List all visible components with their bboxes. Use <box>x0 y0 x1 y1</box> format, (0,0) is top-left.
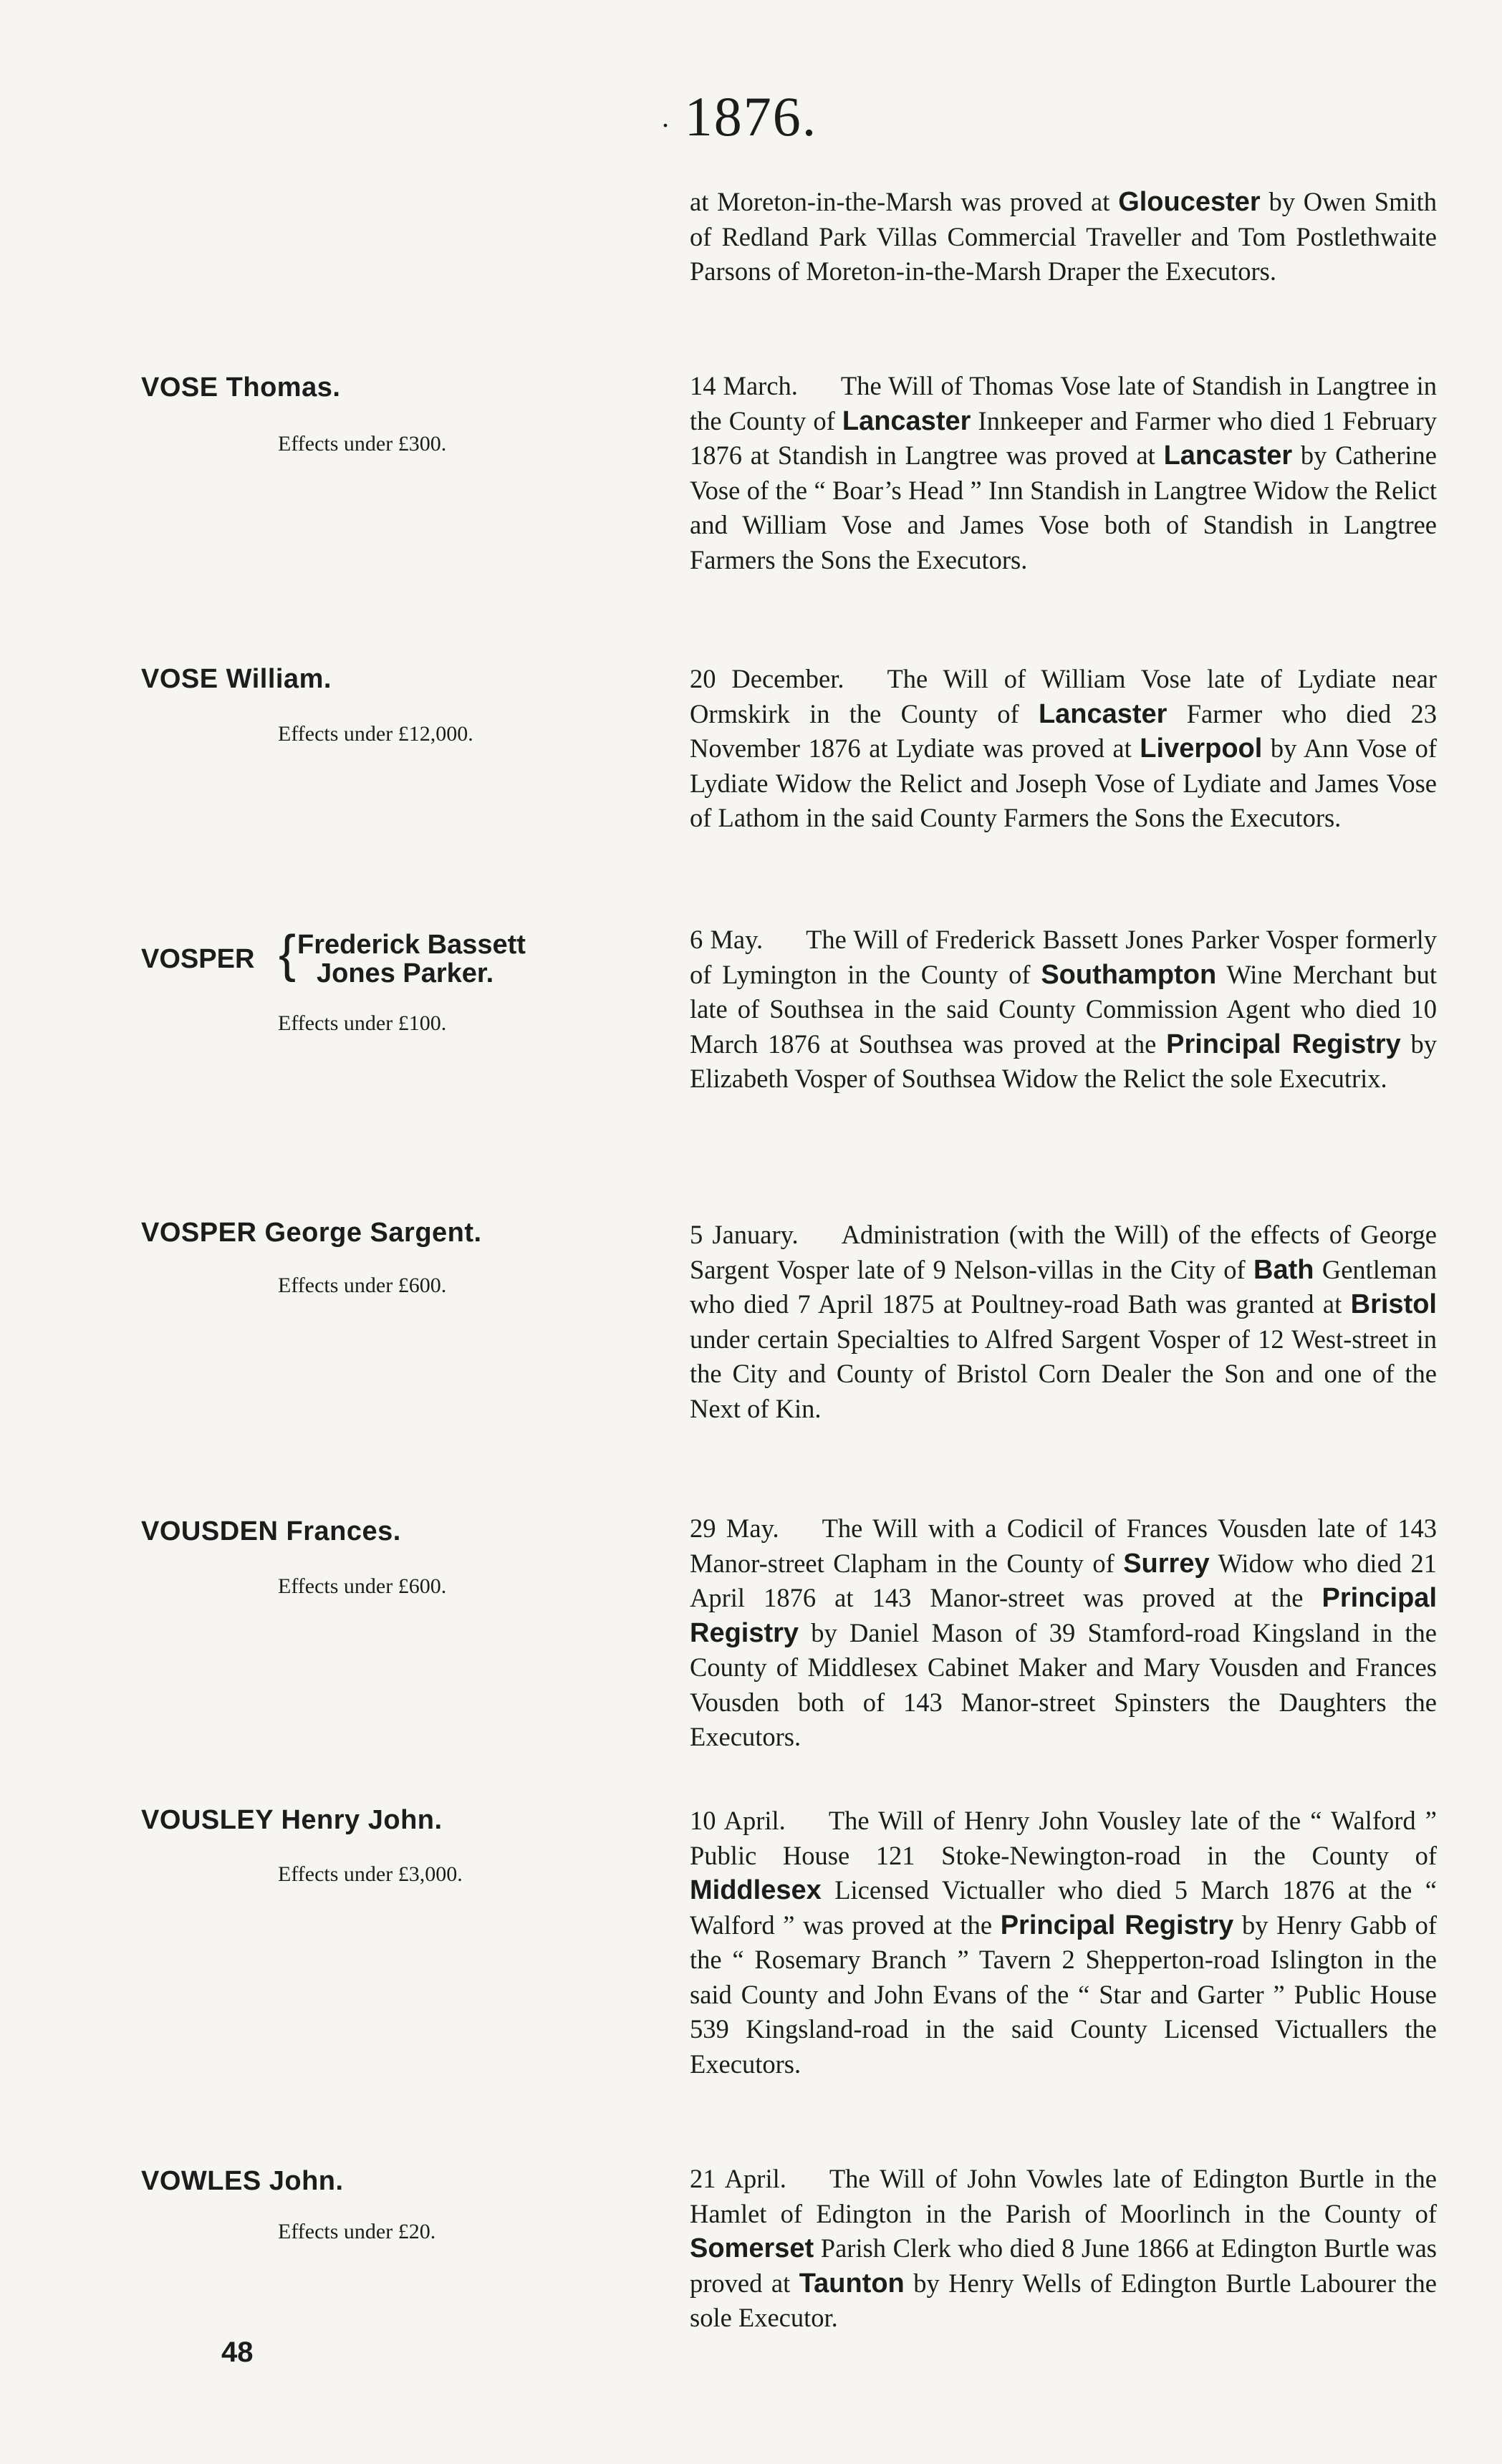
entry-paragraph: 5 January. Administration (with the Will) of the effects of George Sargent Vosper late of 9 Nelson-villas in the City of Bath Gentleman who died 7 April 1875 at Poultney-road Bath was granted at Bristol under certain Specialties to Alfred Sargent Vosper of 12 West-street in the City and County of Bristol Corn Dealer the Son and one of the Next of Kin. <box>690 1220 1438 1423</box>
entry-paragraph: 14 March. The Will of Thomas Vose late of Standish in Langtree in the County of Lancaster Innkeeper and Farmer who died 1 February 1876 at Standish in Langtree was proved at Lancaster by Catherine Vose of the “ Boar’s Head ” Inn Standish in Langtree Widow the Relict and William Vose and James Vose both of Standish in Langtree Farmers the Sons the Executors. <box>690 371 1437 574</box>
effects-value: Effects under £12,000. <box>278 722 473 746</box>
entry-paragraph: 29 May. The Will with a Codicil of Frances Vousden late of 143 Manor-street Clapham in the County of Surrey Widow who died 21 April 1876 at 143 Manor-street was proved at the Principal Registry by Daniel Mason of 39 Stamford-road Kingsland in the County of Middlesex Cabinet Maker and Mary Vousden and Frances Vousden both of 143 Manor-street Spinsters the Daughters the Executors. <box>690 1513 1437 1751</box>
entry-date: 14 March. <box>690 371 798 400</box>
entry-date: 6 May. <box>690 925 764 954</box>
register-page: . 1876. at Moreton-in-the-Marsh was proved at Gloucester by Owen Smith of Redland Park Villas Commercial Traveller and Tom Postlethwaite Parsons of Moreton-in-the-Marsh Draper the Executors. VOSE Thomas. Effects under £300. 14 March. The Will of Thomas Vose late of Standish in Langtree in the County of Lancaster Innkeeper and Farmer who died 1 February 1876 at Standish in Langtree was proved at Lancaster by Catherine Vose of the “ Boar’s Head ” Inn Standish in Langtree Widow the Relict and William Vose and James Vose both of Standish in Langtree Farmers the Sons the Executors. VOSE William. Effects under £12,000. 20 December. The Will of William Vose late of Lydiate near Ormskirk in the County of Lancaster Farmer who died 23 November 1876 at Lydiate was proved at Liverpool by Ann Vose of Lydiate Widow the Relict and Joseph Vose of Lydiate and James Vose of Lathom in the said County Farmers the Sons the Executors. VOSPER { Frederick Bassett Jones Parker. Effects under £100. 6 May. The Will of Frederick Bassett Jones Parker Vosper formerly of Lymington in the County of Southampton Wine Merchant but late of Southsea in the said County Commission Agent who died 10 March 1876 at Southsea was proved at the Principal Registry by Elizabeth Vosper of Southsea Widow the Relict the sole Executrix. VOSPER George Sargent. Effects under £600. 5 January. Administration (with the Will) of the effects of George Sargent Vosper late of 9 Nelson-villas in the City of Bath Gentleman who died 7 April 1875 at Poultney-road Bath was granted at Bristol under certain Specialties to Alfred Sargent Vosper of 12 West-street in the City and County of Bristol Corn Dealer the Son and one of the Next of Kin. VOUSDEN Frances. Effects under £600. 29 May. The Will with a Codicil of Frances Vousden late of 143 Manor-street Clapham in the County of Surrey Widow who died 21 April 1876 at 143 Manor-street was proved at the Principal Registry by Daniel Mason of 39 Stamford-road Kingsland in the County of Middlesex Cabinet Maker and Mary Vousden and Frances Vousden both of 143 Manor-street Spinsters the Daughters the Executors. VOUSLEY Henry John. Effects under £3,000. 10 April. The Will of Henry John Vousley late of the “ Walford ” Public House 121 Stoke-Newington-road in the County of Middlesex Licensed Victualler who died 5 March 1876 at the “ Walford ” was proved at the Principal Registry by Henry Gabb of the “ Rosemary Branch ” Tavern 2 Shepperton-road Islington in the said County and John Evans of the “ Star and Garter ” Public House 539 Kingsland-road in the said County Licensed Victuallers the Executors. VOWLES John. Effects under £20. 21 April. The Will of John Vowles late of Edington Burtle in the Hamlet of Edington in the Parish of Moorlinch in the County of Somerset Parish Clerk who died 8 June 1866 at Edington Burtle was proved at Taunton by Henry Wells of Edington Burtle Labourer the sole Executor. 48 <box>0 0 1502 2464</box>
effects-value: Effects under £20. <box>278 2220 436 2243</box>
place-name: Lancaster <box>1038 698 1168 729</box>
place-name: Principal Registry <box>690 1583 1437 1648</box>
continuation-paragraph: at Moreton-in-the-Marsh was proved at Gloucester by Owen Smith of Redland Park Villas Commercial Traveller and Tom Postlethwaite Parsons of Moreton-in-the-Marsh Draper the Executors. <box>690 187 1437 286</box>
entry-name: VOSE Thomas. <box>141 372 341 403</box>
effects-value: Effects under £300. <box>278 432 447 456</box>
place-name: Principal Registry <box>1000 1910 1234 1940</box>
year-label: 1876. <box>684 85 818 148</box>
entry-name: VOUSLEY Henry John. <box>141 1805 443 1835</box>
entry-name: VOUSDEN Frances. <box>141 1516 401 1546</box>
place-name: Bristol <box>1350 1289 1437 1319</box>
entry-date: 29 May. <box>690 1513 779 1543</box>
effects-value: Effects under £3,000. <box>278 1862 463 1886</box>
place-name: Southampton <box>1041 959 1217 990</box>
brace-glyph: { <box>279 925 297 983</box>
entry-paragraph: 6 May. The Will of Frederick Bassett Jones Parker Vosper formerly of Lymington in the County of Southampton Wine Merchant but late of Southsea in the said County Commission Agent who died 10 March 1876 at Southsea was proved at the Principal Registry by Elizabeth Vosper of Southsea Widow the Relict the sole Executrix. <box>690 925 1438 1093</box>
header-dot: . <box>662 101 670 133</box>
entry-name: VOSE William. <box>141 664 332 694</box>
entry-name: VOSPER George Sargent. <box>141 1218 482 1248</box>
entry-paragraph: 21 April. The Will of John Vowles late of Edington Burtle in the Hamlet of Edington in the Parish of Moorlinch in the County of Somerset Parish Clerk who died 8 June 1866 at Edington Burtle was proved at Taunton by Henry Wells of Edington Burtle Labourer the sole Executor. <box>690 2164 1437 2332</box>
effects-value: Effects under £600. <box>278 1274 447 1297</box>
place-name: Liverpool <box>1140 733 1263 764</box>
place-name: Taunton <box>799 2268 905 2299</box>
page-number: 48 <box>221 2337 254 2368</box>
place-name: Surrey <box>1123 1548 1210 1579</box>
entry-date: 5 January. <box>690 1220 799 1249</box>
entry-date: 21 April. <box>690 2164 786 2193</box>
place-name: Middlesex <box>690 1875 822 1905</box>
entry-name: VOWLES John. <box>141 2166 344 2196</box>
place-name: Somerset <box>690 2233 814 2263</box>
place-name: Principal Registry <box>1166 1029 1401 1059</box>
place-name: Bath <box>1253 1254 1314 1285</box>
effects-value: Effects under £600. <box>278 1574 447 1598</box>
entry-paragraph: 10 April. The Will of Henry John Vousley late of the “ Walford ” Public House 121 Stoke-Newington-road in the County of Middlesex Licensed Victualler who died 5 March 1876 at the “ Walford ” was proved at the Principal Registry by Henry Gabb of the “ Rosemary Branch ” Tavern 2 Shepperton-road Islington in the said County and John Evans of the “ Star and Garter ” Public House 539 Kingsland-road in the said County Licensed Victuallers the Executors. <box>690 1806 1437 2079</box>
entry-paragraph: 20 December. The Will of William Vose late of Lydiate near Ormskirk in the County of Lancaster Farmer who died 23 November 1876 at Lydiate was proved at Liverpool by Ann Vose of Lydiate Widow the Relict and Joseph Vose of Lydiate and James Vose of Lathom in the said County Farmers the Sons the Executors. <box>690 664 1438 832</box>
page-header-year <box>0 85 1502 149</box>
place-name: Lancaster <box>1163 441 1293 471</box>
effects-value: Effects under £100. <box>278 1011 447 1035</box>
entry-date: 20 December. <box>690 664 844 693</box>
place-name: Gloucester <box>1118 187 1261 217</box>
place-name: Lancaster <box>842 405 971 436</box>
entry-date: 10 April. <box>690 1806 786 1835</box>
